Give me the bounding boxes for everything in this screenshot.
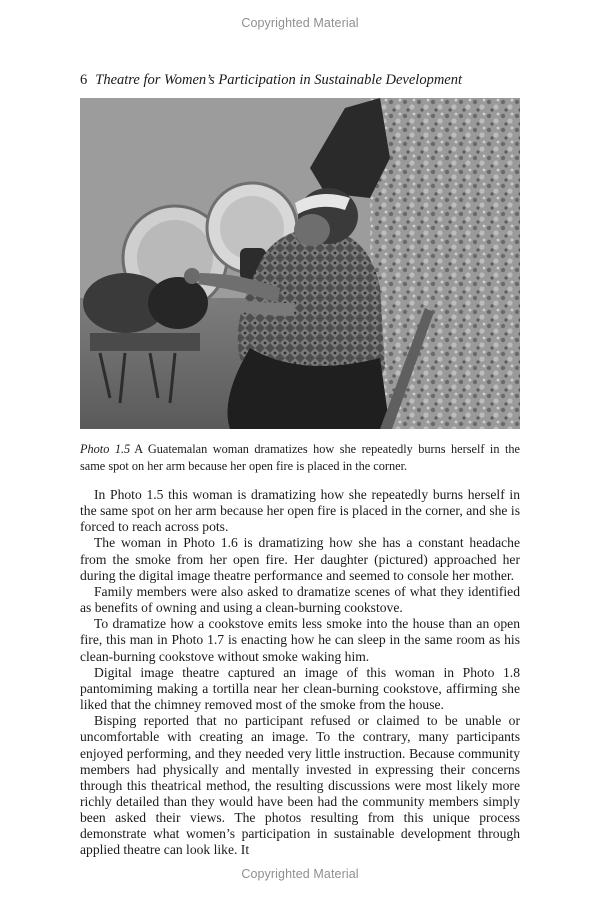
paragraph: Bisping reported that no participant refused or claimed to be unable or uncomfortable with creating an image. To the contrary, many participants enjoyed performing, and they needed very little instruction. Because community members had physically and mentally invested in expressing their concerns through this theatrical method, the resulting discussions were most likely more richly detailed than they would have been had the community members simply been asked their views. The photos resulting from this unique process demonstrate what women’s participation in sustainable development through applied theatre can look like. It <box>80 713 520 858</box>
running-title: Theatre for Women’s Participation in Sustainable Development <box>95 72 463 88</box>
running-header <box>80 72 520 89</box>
paragraph: Family members were also asked to dramatize scenes of what they identified as benefits of owning and using a clean-burning cookstove. <box>80 583 520 616</box>
figure-caption <box>80 441 520 475</box>
watermark-top: Copyrighted Material <box>241 16 359 30</box>
body-text <box>80 487 520 859</box>
caption-text: A Guatemalan woman dramatizes how she repeatedly burns herself in the same spot on her arm because her open fire is placed in the corner. <box>80 442 520 473</box>
paragraph: The woman in Photo 1.6 is dramatizing how she has a constant headache from the smoke from her open fire. Her daughter (pictured) approached her during the digital image theatre performance and seemed to console her mother. <box>80 535 520 583</box>
watermark-bottom: Copyrighted Material <box>241 867 359 881</box>
photo-guatemalan-woman <box>80 98 520 429</box>
photo-image <box>80 98 520 429</box>
paragraph: Digital image theatre captured an image of this woman in Photo 1.8 pantomiming making a tortilla near her clean-burning cookstove, affirming she liked that the chimney removed most of the smoke from the house. <box>80 664 520 713</box>
paragraph: To dramatize how a cookstove emits less smoke into the house than an open fire, this man in Photo 1.7 is enacting how he can sleep in the same room as his clean-burning cookstove without smoke waking him. <box>80 616 520 664</box>
page-number: 6 <box>80 72 88 88</box>
paragraph: In Photo 1.5 this woman is dramatizing how she repeatedly burns herself in the same spot on her arm because her open fire is placed in the corner, and she is forced to reach across pots. <box>80 487 520 535</box>
figure-label: Photo 1.5 <box>80 442 131 456</box>
